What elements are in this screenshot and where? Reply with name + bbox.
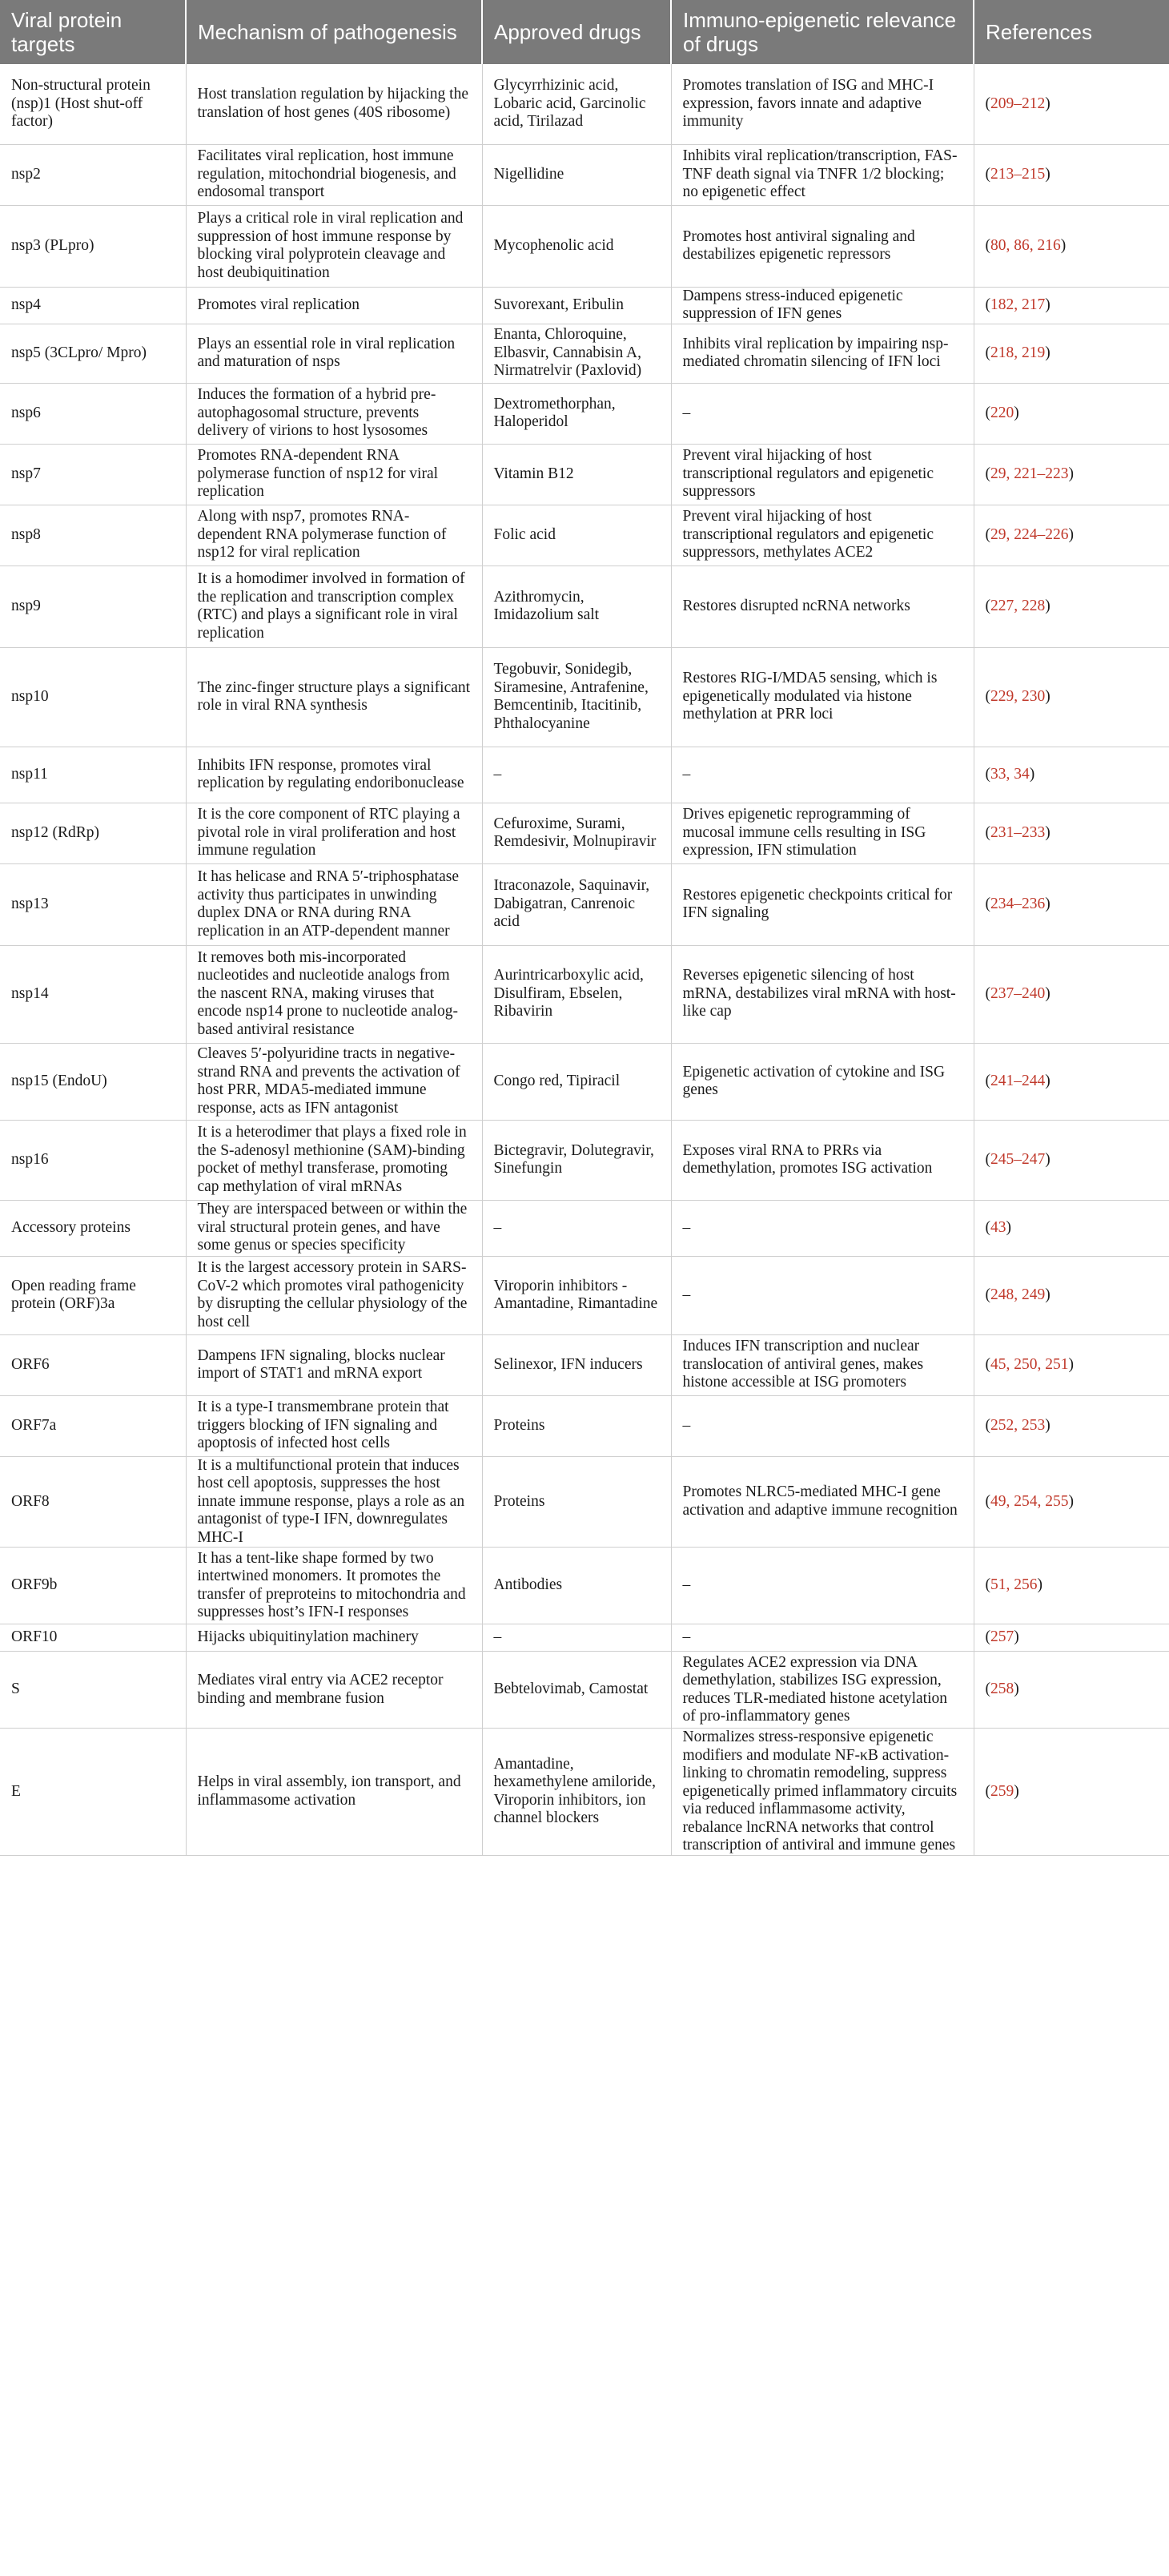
cell-mechanism: It is a heterodimer that plays a fixed role in the S-adenosyl methionine (SAM)-binding pocket of methyl transferase, promoting cap methylation of viral mRNAs — [186, 1120, 482, 1200]
cell-relevance: – — [671, 1395, 974, 1456]
cell-mechanism: Hijacks ubiquitinylation machinery — [186, 1624, 482, 1652]
ref-close-paren: ) — [1045, 597, 1050, 614]
ref-open-paren: ( — [985, 895, 990, 912]
cell-references — [974, 1120, 1169, 1200]
cell-drugs: Proteins — [482, 1395, 671, 1456]
cell-relevance: Restores epigenetic checkpoints critical for IFN signaling — [671, 863, 974, 945]
cell-drugs: – — [482, 1624, 671, 1652]
cell-drugs: Azithromycin, Imidazolium salt — [482, 566, 671, 647]
cell-references — [974, 1624, 1169, 1652]
ref-open-paren: ( — [985, 1680, 990, 1698]
cell-references — [974, 747, 1169, 803]
ref-open-paren: ( — [985, 1072, 990, 1089]
ref-close-paren: ) — [1045, 296, 1050, 313]
header-references: References — [974, 0, 1169, 64]
cell-relevance: Prevent viral hijacking of host transcriptional regulators and epigenetic suppressors, methylates ACE2 — [671, 505, 974, 566]
cell-target: nsp5 (3CLpro/ Mpro) — [0, 324, 186, 383]
ref-open-paren: ( — [985, 165, 990, 183]
cell-relevance: Normalizes stress-responsive epigenetic modifiers and modulate NF-κB activation-linking to chromatin remodeling, suppress epigenetically primed inflammatory circuits via reduced inflammasome activity, rebalance lncRNA networks that control transcription of antiviral and immune genes — [671, 1729, 974, 1856]
ref-open-paren: ( — [985, 1628, 990, 1646]
cell-mechanism: Promotes viral replication — [186, 287, 482, 324]
cell-target: nsp6 — [0, 383, 186, 444]
cell-mechanism: It is the largest accessory protein in SARS-CoV-2 which promotes viral pathogenicity by disrupting the cellular physiology of the host cell — [186, 1256, 482, 1334]
reference-link[interactable]: 259 — [990, 1782, 1014, 1800]
cell-relevance: Restores RIG-I/MDA5 sensing, which is epigenetically modulated via histone methylation at PRR loci — [671, 647, 974, 747]
cell-relevance: Reverses epigenetic silencing of host mRNA, destabilizes viral mRNA with host-like cap — [671, 945, 974, 1043]
reference-link[interactable]: 213–215 — [990, 165, 1046, 183]
reference-link[interactable]: 80, 86, 216 — [990, 236, 1061, 254]
cell-references — [974, 1200, 1169, 1256]
table-row — [0, 1624, 1169, 1652]
cell-target: ORF10 — [0, 1624, 186, 1652]
cell-drugs: Dextromethorphan, Haloperidol — [482, 383, 671, 444]
ref-close-paren: ) — [1014, 1782, 1019, 1800]
cell-relevance: – — [671, 1256, 974, 1334]
cell-relevance: Inhibits viral replication/transcription, FAS-TNF death signal via TNFR 1/2 blocking; no epigenetic effect — [671, 144, 974, 205]
ref-close-paren: ) — [1006, 1218, 1011, 1236]
cell-drugs: – — [482, 747, 671, 803]
cell-relevance: – — [671, 747, 974, 803]
ref-open-paren: ( — [985, 1492, 990, 1510]
cell-target: nsp10 — [0, 647, 186, 747]
cell-drugs: Bictegravir, Dolutegravir, Sinefungin — [482, 1120, 671, 1200]
table-row — [0, 1200, 1169, 1256]
ref-close-paren: ) — [1037, 1576, 1042, 1594]
cell-target: nsp13 — [0, 863, 186, 945]
ref-close-paren: ) — [1014, 1628, 1019, 1646]
table-row — [0, 1729, 1169, 1856]
header-approved-drugs: Approved drugs — [482, 0, 671, 64]
cell-mechanism: It has a tent-like shape formed by two intertwined monomers. It promotes the transfer of preproteins to mitochondria and suppresses host’s IFN-I responses — [186, 1548, 482, 1624]
cell-references — [974, 505, 1169, 566]
cell-target: Accessory proteins — [0, 1200, 186, 1256]
table-body — [0, 64, 1169, 1855]
table-row — [0, 1334, 1169, 1395]
ref-open-paren: ( — [985, 236, 990, 254]
ref-close-paren: ) — [1045, 1416, 1050, 1434]
table-row — [0, 1120, 1169, 1200]
ref-close-paren: ) — [1068, 525, 1074, 543]
table-header — [0, 0, 1169, 64]
cell-drugs: Suvorexant, Eribulin — [482, 287, 671, 324]
reference-link[interactable]: 43 — [990, 1218, 1006, 1236]
ref-open-paren: ( — [985, 1782, 990, 1800]
cell-relevance: Induces IFN transcription and nuclear translocation of antiviral genes, makes histone accessible at ISG promoters — [671, 1334, 974, 1395]
cell-drugs: – — [482, 1200, 671, 1256]
table-row — [0, 1043, 1169, 1120]
cell-target: nsp9 — [0, 566, 186, 647]
cell-relevance: – — [671, 1624, 974, 1652]
ref-close-paren: ) — [1068, 1355, 1074, 1373]
reference-link[interactable]: 257 — [990, 1628, 1014, 1646]
cell-mechanism: Cleaves 5′-polyuridine tracts in negative-strand RNA and prevents the activation of host PRR, MDA5-mediated immune response, acts as IFN antagonist — [186, 1043, 482, 1120]
table-row — [0, 144, 1169, 205]
cell-relevance: – — [671, 383, 974, 444]
cell-mechanism: They are interspaced between or within the viral structural protein genes, and have some genus or species specificity — [186, 1200, 482, 1256]
cell-mechanism: It is the core component of RTC playing a pivotal role in viral proliferation and host immune regulation — [186, 803, 482, 863]
ref-open-paren: ( — [985, 404, 990, 421]
cell-references — [974, 383, 1169, 444]
cell-relevance: Promotes translation of ISG and MHC-I expression, favors innate and adaptive immunity — [671, 64, 974, 144]
table-row — [0, 647, 1169, 747]
cell-mechanism: Host translation regulation by hijacking the translation of host genes (40S ribosome) — [186, 64, 482, 144]
cell-drugs: Viroporin inhibitors -Amantadine, Rimantadine — [482, 1256, 671, 1334]
cell-target: nsp7 — [0, 444, 186, 505]
reference-link[interactable]: 33, 34 — [990, 765, 1030, 783]
cell-relevance: Drives epigenetic reprogramming of mucosal immune cells resulting in ISG expression, IFN stimulation — [671, 803, 974, 863]
ref-close-paren: ) — [1060, 236, 1067, 254]
table-row — [0, 383, 1169, 444]
ref-open-paren: ( — [985, 344, 990, 361]
table-row — [0, 505, 1169, 566]
cell-mechanism: Dampens IFN signaling, blocks nuclear import of STAT1 and mRNA export — [186, 1334, 482, 1395]
ref-open-paren: ( — [985, 823, 990, 841]
cell-mechanism: Mediates viral entry via ACE2 receptor binding and membrane fusion — [186, 1652, 482, 1729]
ref-close-paren: ) — [1045, 1150, 1050, 1168]
table-row — [0, 1395, 1169, 1456]
cell-drugs: Tegobuvir, Sonidegib, Siramesine, Antrafenine, Bemcentinib, Itacitinib, Phthalocyanine — [482, 647, 671, 747]
ref-open-paren: ( — [985, 1286, 990, 1303]
cell-mechanism: It has helicase and RNA 5′-triphosphatase activity thus participates in unwinding duplex DNA or RNA during RNA replication in an ATP-dependent manner — [186, 863, 482, 945]
ref-open-paren: ( — [985, 1576, 990, 1594]
ref-open-paren: ( — [985, 597, 990, 614]
header-mechanism: Mechanism of pathogenesis — [186, 0, 482, 64]
ref-open-paren: ( — [985, 1416, 990, 1434]
reference-link[interactable]: 29, 221–223 — [990, 465, 1069, 482]
cell-mechanism: It removes both mis-incorporated nucleotides and nucleotide analogs from the nascent RNA, making viruses that encode nsp14 prone to nucleotide analog-based antiviral resistance — [186, 945, 482, 1043]
cell-references — [974, 647, 1169, 747]
cell-relevance: Inhibits viral replication by impairing nsp-mediated chromatin silencing of IFN loci — [671, 324, 974, 383]
cell-relevance: Promotes NLRC5-mediated MHC-I gene activation and adaptive immune recognition — [671, 1456, 974, 1548]
cell-references — [974, 287, 1169, 324]
cell-references — [974, 945, 1169, 1043]
table-row — [0, 205, 1169, 287]
cell-drugs: Enanta, Chloroquine, Elbasvir, Cannabisin A, Nirmatrelvir (Paxlovid) — [482, 324, 671, 383]
cell-relevance: Epigenetic activation of cytokine and ISG genes — [671, 1043, 974, 1120]
cell-references — [974, 1652, 1169, 1729]
ref-close-paren: ) — [1045, 1286, 1050, 1303]
ref-open-paren: ( — [985, 465, 990, 482]
cell-drugs: Amantadine, hexamethylene amiloride, Viroporin inhibitors, ion channel blockers — [482, 1729, 671, 1856]
cell-target: ORF9b — [0, 1548, 186, 1624]
cell-target: E — [0, 1729, 186, 1856]
ref-open-paren: ( — [985, 296, 990, 313]
cell-references — [974, 1256, 1169, 1334]
cell-drugs: Proteins — [482, 1456, 671, 1548]
table-row — [0, 863, 1169, 945]
reference-link[interactable]: 49, 254, 255 — [990, 1492, 1069, 1510]
ref-close-paren: ) — [1045, 895, 1050, 912]
cell-drugs: Nigellidine — [482, 144, 671, 205]
ref-close-paren: ) — [1045, 165, 1050, 183]
ref-open-paren: ( — [985, 984, 990, 1002]
cell-drugs: Selinexor, IFN inducers — [482, 1334, 671, 1395]
cell-drugs: Aurintricarboxylic acid, Disulfiram, Ebselen, Ribavirin — [482, 945, 671, 1043]
cell-references — [974, 1548, 1169, 1624]
reference-link[interactable]: 227, 228 — [990, 597, 1046, 614]
cell-relevance: Prevent viral hijacking of host transcriptional regulators and epigenetic suppressors — [671, 444, 974, 505]
reference-link[interactable]: 182, 217 — [990, 296, 1046, 313]
cell-target: nsp16 — [0, 1120, 186, 1200]
ref-open-paren: ( — [985, 765, 990, 783]
reference-link[interactable]: 218, 219 — [990, 344, 1046, 361]
cell-references — [974, 863, 1169, 945]
cell-drugs: Congo red, Tipiracil — [482, 1043, 671, 1120]
reference-link[interactable]: 237–240 — [990, 984, 1046, 1002]
cell-drugs: Glycyrrhizinic acid, Lobaric acid, Garcinolic acid, Tirilazad — [482, 64, 671, 144]
cell-mechanism: It is a homodimer involved in formation of the replication and transcription complex (RTC) and plays a significant role in viral replication — [186, 566, 482, 647]
cell-target: ORF7a — [0, 1395, 186, 1456]
cell-references — [974, 144, 1169, 205]
reference-link[interactable]: 252, 253 — [990, 1416, 1046, 1434]
cell-relevance: – — [671, 1200, 974, 1256]
cell-target: nsp4 — [0, 287, 186, 324]
ref-close-paren: ) — [1045, 95, 1050, 112]
cell-mechanism: It is a multifunctional protein that induces host cell apoptosis, suppresses the host innate immune response, plays a role as an antagonist of type-I IFN, downregulates MHC-I — [186, 1456, 482, 1548]
table-row — [0, 324, 1169, 383]
ref-close-paren: ) — [1029, 765, 1035, 783]
reference-link[interactable]: 248, 249 — [990, 1286, 1046, 1303]
cell-mechanism: Facilitates viral replication, host immune regulation, mitochondrial biogenesis, and endosomal transport — [186, 144, 482, 205]
header-row — [0, 0, 1169, 64]
cell-mechanism: Plays an essential role in viral replication and maturation of nsps — [186, 324, 482, 383]
ref-close-paren: ) — [1045, 1072, 1050, 1089]
cell-target: nsp2 — [0, 144, 186, 205]
cell-references — [974, 64, 1169, 144]
reference-link[interactable]: 258 — [990, 1680, 1014, 1698]
reference-link[interactable]: 45, 250, 251 — [990, 1355, 1069, 1373]
cell-drugs: Vitamin B12 — [482, 444, 671, 505]
ref-open-paren: ( — [985, 1218, 990, 1236]
reference-link[interactable]: 209–212 — [990, 95, 1046, 112]
cell-target: nsp14 — [0, 945, 186, 1043]
cell-relevance: Dampens stress-induced epigenetic suppression of IFN genes — [671, 287, 974, 324]
cell-mechanism: Plays a critical role in viral replication and suppression of host immune response by blocking viral polyprotein cleavage and host deubiquitination — [186, 205, 482, 287]
cell-target: nsp3 (PLpro) — [0, 205, 186, 287]
reference-link[interactable]: 234–236 — [990, 895, 1046, 912]
cell-drugs: Folic acid — [482, 505, 671, 566]
table-row — [0, 64, 1169, 144]
cell-relevance: – — [671, 1548, 974, 1624]
ref-close-paren: ) — [1014, 1680, 1019, 1698]
reference-link[interactable]: 241–244 — [990, 1072, 1046, 1089]
cell-mechanism: Along with nsp7, promotes RNA-dependent RNA polymerase function of nsp12 for viral replication — [186, 505, 482, 566]
reference-link[interactable]: 229, 230 — [990, 687, 1046, 705]
cell-drugs: Cefuroxime, Surami, Remdesivir, Molnupiravir — [482, 803, 671, 863]
ref-close-paren: ) — [1045, 344, 1050, 361]
cell-references — [974, 803, 1169, 863]
table-row — [0, 566, 1169, 647]
table-row — [0, 945, 1169, 1043]
cell-mechanism: Inhibits IFN response, promotes viral replication by regulating endoribonuclease — [186, 747, 482, 803]
cell-drugs: Mycophenolic acid — [482, 205, 671, 287]
table-row — [0, 803, 1169, 863]
cell-relevance: Regulates ACE2 expression via DNA demethylation, stabilizes ISG expression, reduces TLR-mediated histone acetylation of pro-inflammatory genes — [671, 1652, 974, 1729]
reference-link[interactable]: 51, 256 — [990, 1576, 1038, 1594]
cell-references — [974, 444, 1169, 505]
ref-close-paren: ) — [1014, 404, 1019, 421]
ref-close-paren: ) — [1045, 687, 1050, 705]
cell-drugs: Antibodies — [482, 1548, 671, 1624]
cell-relevance: Exposes viral RNA to PRRs via demethylation, promotes ISG activation — [671, 1120, 974, 1200]
cell-mechanism: Promotes RNA-dependent RNA polymerase function of nsp12 for viral replication — [186, 444, 482, 505]
cell-mechanism: Induces the formation of a hybrid pre-autophagosomal structure, prevents delivery of virions to host lysosomes — [186, 383, 482, 444]
cell-target: Open reading frame protein (ORF)3a — [0, 1256, 186, 1334]
table-row — [0, 1256, 1169, 1334]
table-row — [0, 1548, 1169, 1624]
ref-open-paren: ( — [985, 525, 990, 543]
cell-references — [974, 205, 1169, 287]
cell-target: nsp8 — [0, 505, 186, 566]
cell-target: Non-structural protein (nsp)1 (Host shut-off factor) — [0, 64, 186, 144]
reference-link[interactable]: 245–247 — [990, 1150, 1046, 1168]
ref-open-paren: ( — [985, 687, 990, 705]
cell-references — [974, 1395, 1169, 1456]
cell-target: ORF6 — [0, 1334, 186, 1395]
cell-references — [974, 324, 1169, 383]
cell-relevance: Restores disrupted ncRNA networks — [671, 566, 974, 647]
cell-target: S — [0, 1652, 186, 1729]
cell-references — [974, 1334, 1169, 1395]
ref-close-paren: ) — [1045, 984, 1050, 1002]
cell-target: nsp12 (RdRp) — [0, 803, 186, 863]
cell-mechanism: Helps in viral assembly, ion transport, and inflammasome activation — [186, 1729, 482, 1856]
ref-open-paren: ( — [985, 1150, 990, 1168]
cell-target: ORF8 — [0, 1456, 186, 1548]
table-row — [0, 1652, 1169, 1729]
cell-drugs: Itraconazole, Saquinavir, Dabigatran, Canrenoic acid — [482, 863, 671, 945]
ref-close-paren: ) — [1045, 823, 1050, 841]
reference-link[interactable]: 231–233 — [990, 823, 1046, 841]
table-row — [0, 287, 1169, 324]
table-row — [0, 747, 1169, 803]
cell-mechanism: The zinc-finger structure plays a significant role in viral RNA synthesis — [186, 647, 482, 747]
cell-target: nsp15 (EndoU) — [0, 1043, 186, 1120]
table-row — [0, 444, 1169, 505]
cell-references — [974, 1043, 1169, 1120]
ref-open-paren: ( — [985, 95, 990, 112]
cell-relevance: Promotes host antiviral signaling and destabilizes epigenetic repressors — [671, 205, 974, 287]
reference-link[interactable]: 29, 224–226 — [990, 525, 1069, 543]
header-immuno-epigenetic-relevance: Immuno-epigenetic relevance of drugs — [671, 0, 974, 64]
cell-references — [974, 566, 1169, 647]
ref-open-paren: ( — [985, 1355, 990, 1373]
header-viral-protein-targets: Viral protein targets — [0, 0, 186, 64]
cell-target: nsp11 — [0, 747, 186, 803]
cell-drugs: Bebtelovimab, Camostat — [482, 1652, 671, 1729]
cell-references — [974, 1456, 1169, 1548]
cell-mechanism: It is a type-I transmembrane protein that triggers blocking of IFN signaling and apoptosis of infected host cells — [186, 1395, 482, 1456]
ref-close-paren: ) — [1068, 465, 1074, 482]
ref-close-paren: ) — [1068, 1492, 1074, 1510]
reference-link[interactable]: 220 — [990, 404, 1014, 421]
table-row — [0, 1456, 1169, 1548]
cell-references — [974, 1729, 1169, 1856]
